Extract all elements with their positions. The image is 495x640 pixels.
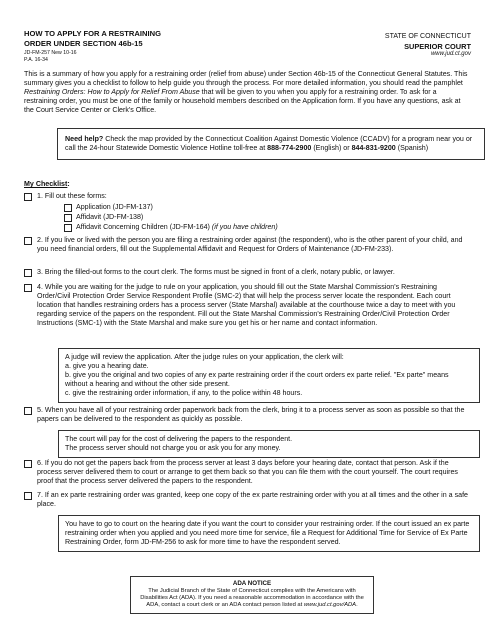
form-number: JD-FM-257 New 10-16 <box>24 50 77 56</box>
checkbox-item-6[interactable] <box>24 460 32 468</box>
checkbox-item-4[interactable] <box>24 284 32 292</box>
item-6-text: 6. If you do not get the papers back from the process server at least 3 days before your hearing date, contact that person. Ask if the process server delivered them to court or arrange to get them back so that you can file them with the court yourself. The court requires proof that the process server delivered the papers to the respondent. <box>37 459 458 486</box>
help-text-2: (English) or <box>311 144 352 153</box>
checklist-item-1 <box>24 192 472 202</box>
court-pays-line1: The court will pay for the cost of delivering the papers to the respondent. <box>65 435 293 443</box>
item-3-text: 3. Bring the filled-out forms to the court clerk. The forms must be signed in front of a clerk, notary public, or lawyer. <box>37 268 395 276</box>
checklist-item-3 <box>24 268 472 278</box>
form-children-note: (if you have children) <box>211 223 278 231</box>
checkbox-item-3[interactable] <box>24 269 32 277</box>
need-help-box <box>57 128 485 160</box>
item-2-text: 2. If you live or lived with the person you are filing a restraining order against (the respondent), who is the other parent of your child, and you need financial orders, fill out the Supplemental Affidavit and Request for Orders of Maintenance (JD-FM-233). <box>37 236 463 254</box>
hotline-spanish: 844-831-9200 <box>351 144 396 153</box>
court-name: SUPERIOR COURT <box>404 41 471 51</box>
hearing-date-box <box>58 515 480 552</box>
form-children-label <box>76 223 278 232</box>
form-children-text: Affidavit Concerning Children (JD-FM-164) <box>76 223 212 231</box>
ada-heading: ADA NOTICE <box>232 580 272 587</box>
form-title-line1: HOW TO APPLY FOR A RESTRAINING <box>24 29 161 38</box>
checkbox-children[interactable] <box>64 224 72 232</box>
form-affidavit-label: Affidavit (JD-FM-138) <box>76 213 144 221</box>
court-header <box>385 33 471 59</box>
checklist-heading <box>24 180 70 189</box>
intro-text-2: that will be given to you when you apply for a restraining order. To ask for a restraining order, you must be one of the family or household members described on the Application form. If you have any questions, ask at the Court Service Center or Clerk's Office. <box>24 88 461 115</box>
form-application-label: Application (JD-FM-137) <box>76 203 153 211</box>
checklist-item-7 <box>24 491 472 511</box>
checkbox-item-1[interactable] <box>24 193 32 201</box>
item-1-text: 1. Fill out these forms: <box>37 192 107 200</box>
checkbox-affidavit[interactable] <box>64 214 72 222</box>
judge-review-lead: A judge will review the application. After the judge rules on your application, the clerk will: <box>65 353 344 361</box>
intro-text-1: This is a summary of how you apply for a restraining order (relief from abuse) under Section 46b-15 of the Connecticut General Statutes. This summary gives you a checklist to follow to help guide you through the process. For more detailed information, you should read the pamphlet <box>24 70 468 88</box>
court-pays-box <box>58 430 480 458</box>
checkbox-item-5[interactable] <box>24 407 32 415</box>
judge-step-a: a. give you a hearing date. <box>65 362 149 371</box>
judge-step-c: c. give the restraining order information, if any, to the police within 48 hours. <box>65 389 303 398</box>
form-number-block <box>24 50 76 63</box>
statute-ref: P.A. 16-34 <box>24 56 48 63</box>
judge-step-b: b. give you the original and two copies of any ex parte restraining order if the court orders ex parte relief. "Ex parte" means without a hearing and without the other side present. <box>65 371 449 389</box>
checklist-item-6 <box>24 459 472 489</box>
hotline-english: 888-774-2900 <box>267 144 312 153</box>
court-pays-line2: The process server should not charge you or ask you for any money. <box>65 444 281 453</box>
item-7-text: 7. If an ex parte restraining order was granted, keep one copy of the ex parte restraining order with you at all times and the other in a safe place. <box>37 491 468 509</box>
form-title-line2: ORDER UNDER SECTION 46b-15 <box>24 38 143 48</box>
pamphlet-title: Restraining Orders: How to Apply for Relief From Abuse <box>24 88 200 97</box>
judge-review-box <box>58 348 480 403</box>
form-title <box>24 29 161 49</box>
ada-notice <box>130 576 374 614</box>
checklist-item-4 <box>24 283 472 345</box>
ada-text-end: . <box>356 602 358 609</box>
court-website: www.jud.ct.gov <box>430 51 471 57</box>
checklist-heading-text: My Checklist <box>24 180 68 188</box>
item-5-text: 5. When you have all of your restraining order paperwork back from the clerk, bring it to a process server as soon as possible so that the papers can be delivered to the respondent as quickly as possible. <box>37 406 465 424</box>
checkbox-item-7[interactable] <box>24 492 32 500</box>
intro-paragraph <box>24 70 470 115</box>
help-text-3: (Spanish) <box>395 144 429 153</box>
ada-link[interactable]: www.jud.ct.gov/ADA <box>303 602 357 609</box>
help-text-1: Check the map provided by the Connecticut Coalition Against Domestic Violence (CCADV) for a program near you or call the 24-hour Statewide Domestic Violence Hotline toll-free at <box>65 135 473 153</box>
state-name: STATE OF CONNECTICUT <box>384 33 471 40</box>
checklist-item-2 <box>24 236 472 266</box>
need-help-label: Need help? <box>65 135 104 143</box>
ada-text: The Judicial Branch of the State of Connecticut complies with the Americans with Disabilities Act (ADA). If you need a reasonable accommodation in accordance with the ADA, contact a court clerk or an ADA contact person listed at <box>140 587 364 609</box>
checkbox-item-2[interactable] <box>24 237 32 245</box>
hearing-date-text: You have to go to court on the hearing date if you want the court to consider your restraining order. If the court issued an ex parte restraining order when you applied and you need more time for service, file a Request for Additional Time for Service of Ex Parte Restraining Order, form JD-FM-256 to ask for more time to have the respondent served. <box>65 520 470 547</box>
checklist-colon: : <box>67 180 70 188</box>
checklist-item-5 <box>24 406 472 426</box>
item-4-text: 4. While you are waiting for the judge to rule on your application, you should fill out the State Marshal Commission's Restraining Order/Civil Protection Order Service Respondent Profile (SMC-2) that will help the process server locate the respondent. Each court location that handles restraining orders has a process server (State Marshal) available at the courthouse twice a day to meet with you regarding service of the papers on the respondent. Fill out the State Marshal Commission's Restraining Order/Civil Protection Order Instructions (SMC-1) with the State Marshal and make sure you get his or her name and contact information. <box>37 283 456 328</box>
checkbox-application[interactable] <box>64 204 72 212</box>
